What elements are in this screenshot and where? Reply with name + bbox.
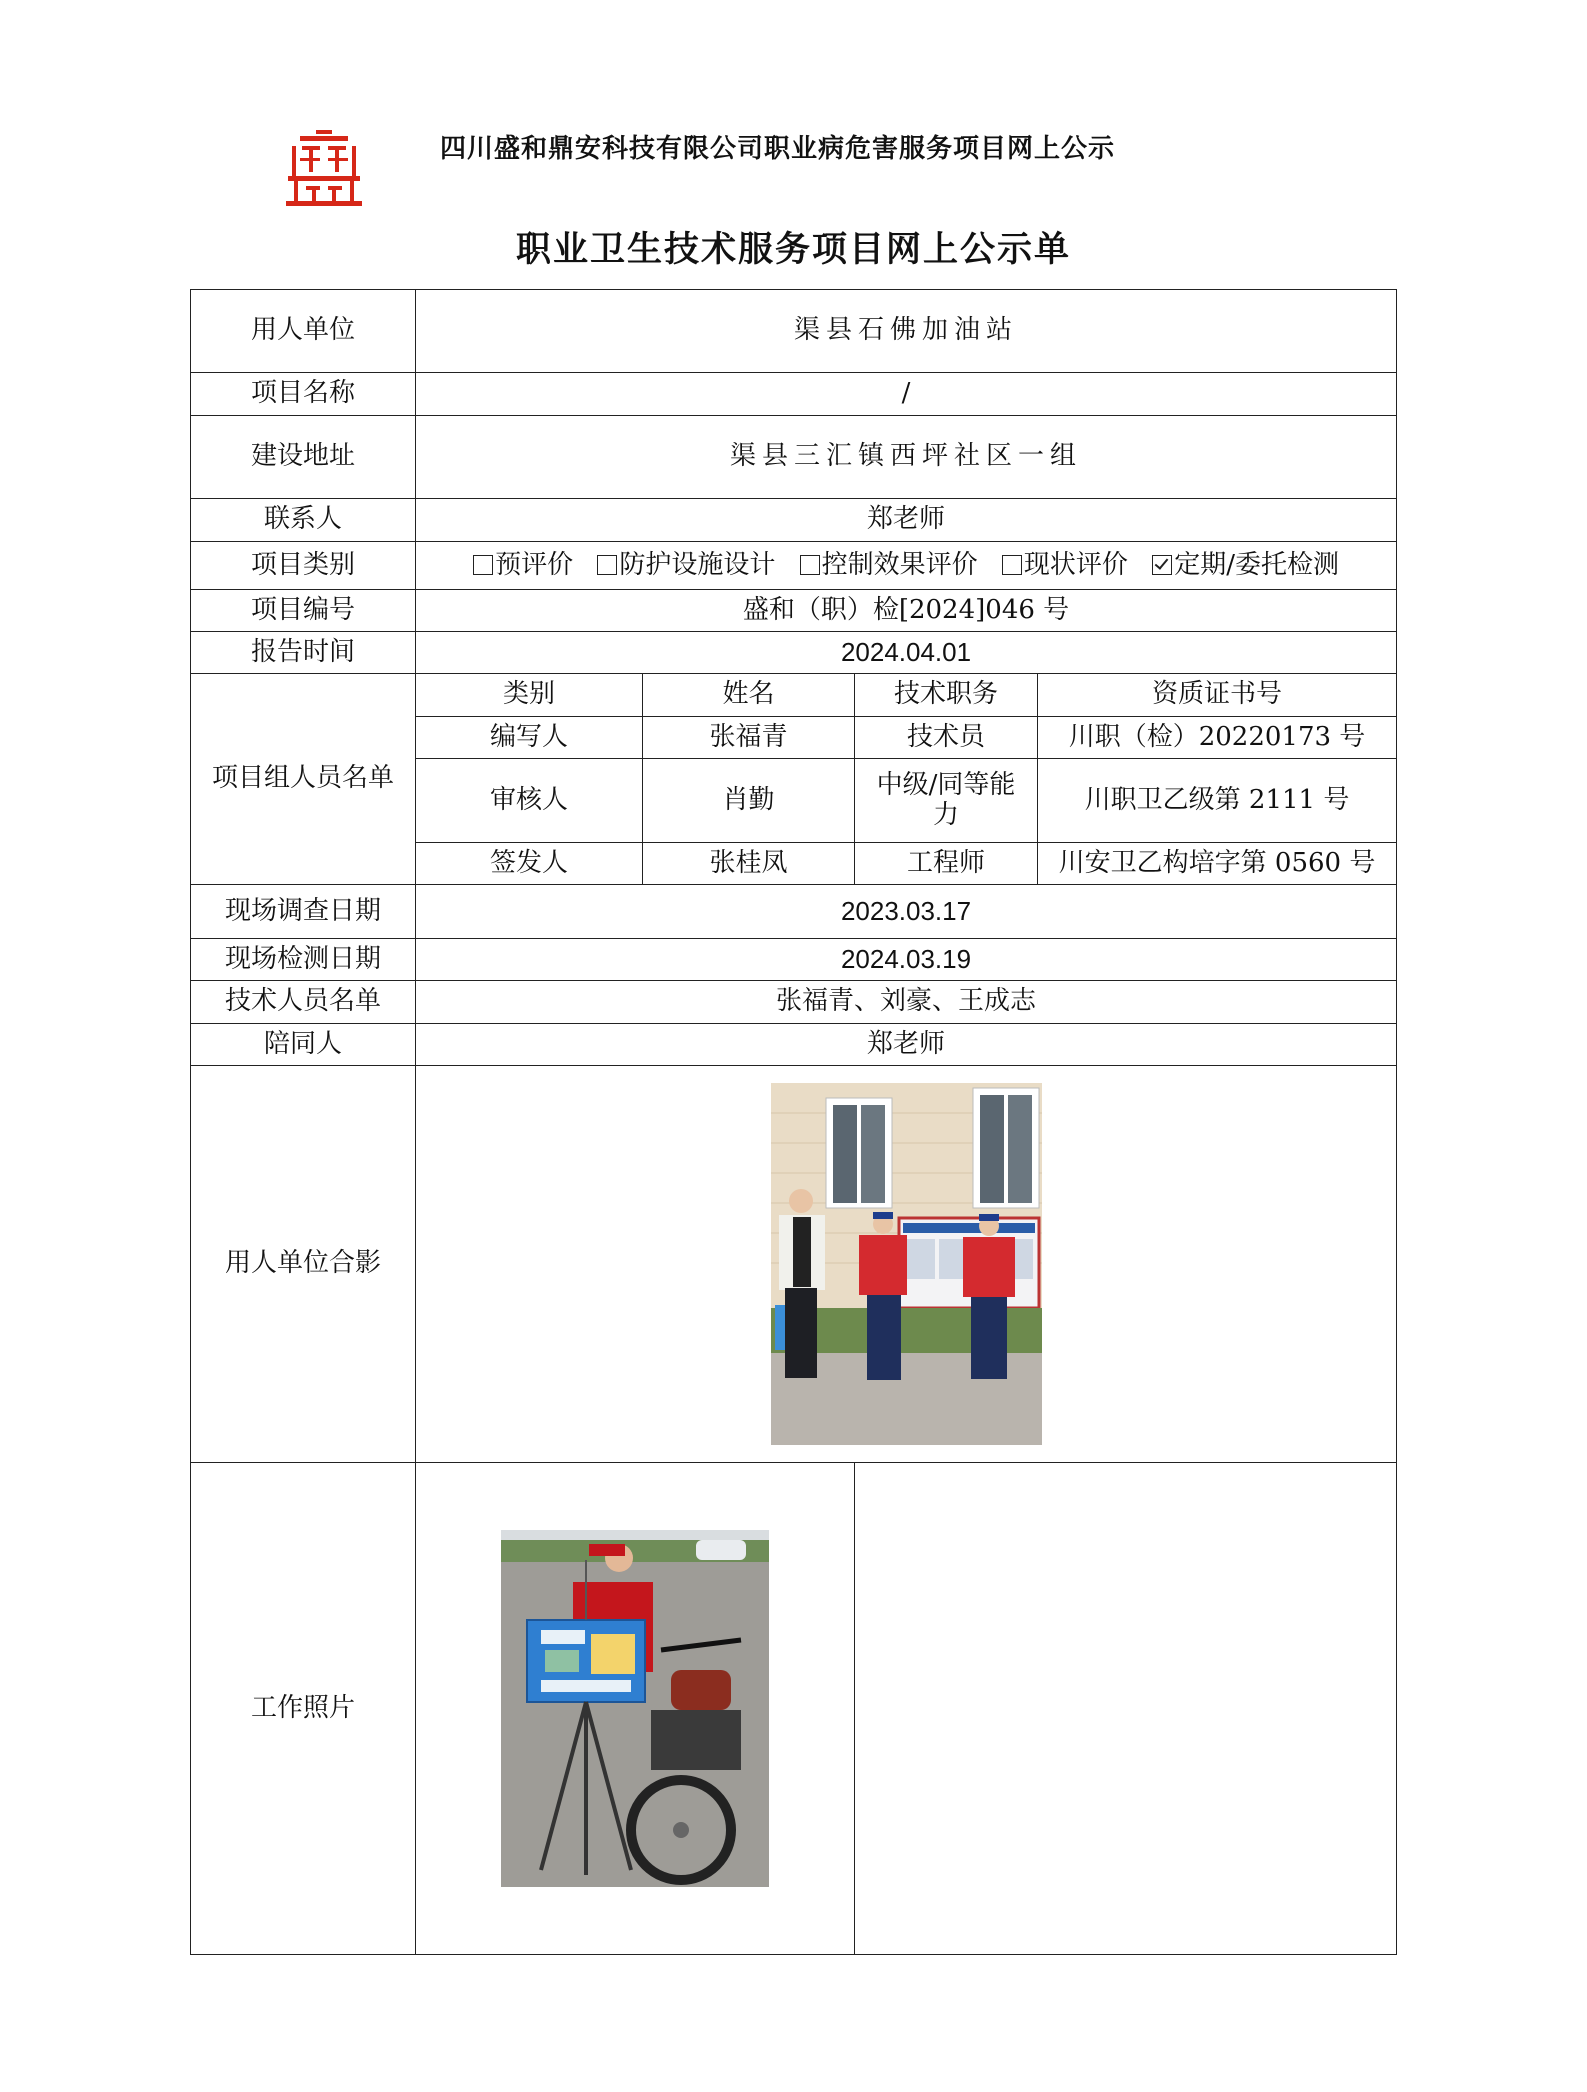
checkbox-checked-icon xyxy=(1152,555,1172,575)
contact-value: 郑老师 xyxy=(416,499,1397,542)
category-periodic-testing: 定期/委托检测 xyxy=(1152,550,1339,580)
category-protection-design: 防护设施设计 xyxy=(597,550,775,580)
team-header-role: 类别 xyxy=(416,674,643,717)
checkbox-icon xyxy=(597,555,617,575)
company-logo xyxy=(286,128,362,206)
team-role: 签发人 xyxy=(416,843,643,885)
tech-staff-value: 张福青、刘豪、王成志 xyxy=(416,981,1397,1024)
disclosure-table xyxy=(190,289,1397,1955)
test-date-label: 现场检测日期 xyxy=(191,939,416,981)
survey-date-value: 2023.03.17 xyxy=(416,885,1397,939)
team-header-name: 姓名 xyxy=(643,674,855,717)
checkbox-icon xyxy=(800,555,820,575)
team-role: 编写人 xyxy=(416,717,643,759)
work-photo xyxy=(501,1530,769,1887)
checkbox-icon xyxy=(1002,555,1022,575)
document-title: 职业卫生技术服务项目网上公示单 xyxy=(515,229,1071,270)
survey-date-label: 现场调查日期 xyxy=(191,885,416,939)
work-photo-cell xyxy=(416,1463,855,1955)
project-name-label: 项目名称 xyxy=(191,373,416,416)
employer-label: 用人单位 xyxy=(191,290,416,373)
team-label: 项目组人员名单 xyxy=(191,674,416,885)
team-cert: 川职（检）20220173 号 xyxy=(1038,717,1397,759)
category-options xyxy=(416,542,1397,590)
team-title: 技术员 xyxy=(855,717,1038,759)
project-no-label: 项目编号 xyxy=(191,590,416,632)
group-photo-cell xyxy=(416,1066,1397,1463)
group-photo-label: 用人单位合影 xyxy=(191,1066,416,1463)
team-name: 肖勤 xyxy=(643,759,855,843)
contact-label: 联系人 xyxy=(191,499,416,542)
category-label: 项目类别 xyxy=(191,542,416,590)
address-value: 渠县三汇镇西坪社区一组 xyxy=(416,416,1397,499)
project-no-value: 盛和（职）检[2024]046 号 xyxy=(416,590,1397,632)
report-time-label: 报告时间 xyxy=(191,632,416,674)
company-header: 四川盛和鼎安科技有限公司职业病危害服务项目网上公示 xyxy=(440,134,1116,164)
address-label: 建设地址 xyxy=(191,416,416,499)
tech-staff-label: 技术人员名单 xyxy=(191,981,416,1024)
work-photo-label: 工作照片 xyxy=(191,1463,416,1955)
category-pre-assessment: 预评价 xyxy=(473,550,573,580)
team-cert: 川安卫乙构培字第 0560 号 xyxy=(1038,843,1397,885)
employer-value: 渠县石佛加油站 xyxy=(416,290,1397,373)
test-date-value: 2024.03.19 xyxy=(416,939,1397,981)
checkbox-icon xyxy=(473,555,493,575)
team-header-title: 技术职务 xyxy=(855,674,1038,717)
category-status-assessment: 现状评价 xyxy=(1002,550,1128,580)
escort-label: 陪同人 xyxy=(191,1024,416,1066)
project-name-value: / xyxy=(416,373,1397,416)
team-title: 中级/同等能力 xyxy=(855,759,1038,843)
team-name: 张福青 xyxy=(643,717,855,759)
team-name: 张桂凤 xyxy=(643,843,855,885)
team-cert: 川职卫乙级第 2111 号 xyxy=(1038,759,1397,843)
empty-photo-cell xyxy=(855,1463,1397,1955)
escort-value: 郑老师 xyxy=(416,1024,1397,1066)
team-title: 工程师 xyxy=(855,843,1038,885)
report-time-value: 2024.04.01 xyxy=(416,632,1397,674)
team-role: 审核人 xyxy=(416,759,643,843)
team-header-cert: 资质证书号 xyxy=(1038,674,1397,717)
group-photo xyxy=(771,1083,1042,1445)
category-control-effect: 控制效果评价 xyxy=(800,550,978,580)
